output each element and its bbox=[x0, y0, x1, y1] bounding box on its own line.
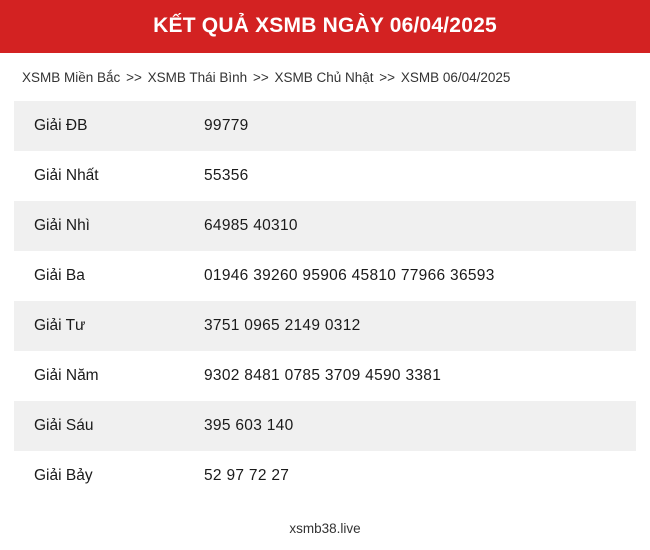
table-row bbox=[14, 351, 636, 401]
breadcrumb bbox=[0, 53, 650, 101]
breadcrumb-item-region[interactable]: XSMB Miền Bắc bbox=[22, 70, 121, 85]
table-row bbox=[14, 251, 636, 301]
table-row bbox=[14, 101, 636, 151]
prize-numbers: 64985 40310 bbox=[204, 217, 298, 234]
results-table bbox=[0, 101, 650, 501]
breadcrumb-separator: >> bbox=[252, 70, 269, 85]
prize-label: Giải Nhì bbox=[34, 217, 90, 234]
table-row bbox=[14, 151, 636, 201]
breadcrumb-item-weekday[interactable]: XSMB Chủ Nhật bbox=[274, 70, 374, 85]
breadcrumb-item-province[interactable]: XSMB Thái Bình bbox=[147, 70, 248, 85]
page-header bbox=[0, 0, 650, 53]
prize-label: Giải Sáu bbox=[34, 417, 94, 434]
prize-label: Giải Bảy bbox=[34, 467, 93, 484]
prize-numbers: 99779 bbox=[204, 117, 249, 134]
table-row bbox=[14, 201, 636, 251]
prize-numbers: 9302 8481 0785 3709 4590 3381 bbox=[204, 367, 442, 384]
table-row bbox=[14, 451, 636, 501]
breadcrumb-separator: >> bbox=[126, 70, 142, 85]
prize-label: Giải Tư bbox=[34, 317, 86, 334]
prize-label: Giải ĐB bbox=[34, 117, 88, 134]
prize-label: Giải Năm bbox=[34, 367, 99, 384]
prize-numbers: 55356 bbox=[204, 167, 249, 184]
prize-numbers: 01946 39260 95906 45810 77966 36593 bbox=[204, 267, 495, 284]
prize-numbers: 3751 0965 2149 0312 bbox=[204, 317, 361, 334]
site-name: xsmb38.live bbox=[289, 521, 361, 536]
page-title: KẾT QUẢ XSMB NGÀY 06/04/2025 bbox=[153, 14, 497, 37]
table-row bbox=[14, 301, 636, 351]
prize-numbers: 395 603 140 bbox=[204, 417, 294, 434]
breadcrumb-item-date[interactable]: XSMB 06/04/2025 bbox=[400, 70, 511, 85]
prize-numbers: 52 97 72 27 bbox=[204, 467, 290, 484]
breadcrumb-separator: >> bbox=[379, 70, 396, 85]
footer bbox=[0, 501, 650, 536]
table-row bbox=[14, 401, 636, 451]
prize-label: Giải Ba bbox=[34, 267, 85, 284]
prize-label: Giải Nhất bbox=[34, 167, 99, 184]
